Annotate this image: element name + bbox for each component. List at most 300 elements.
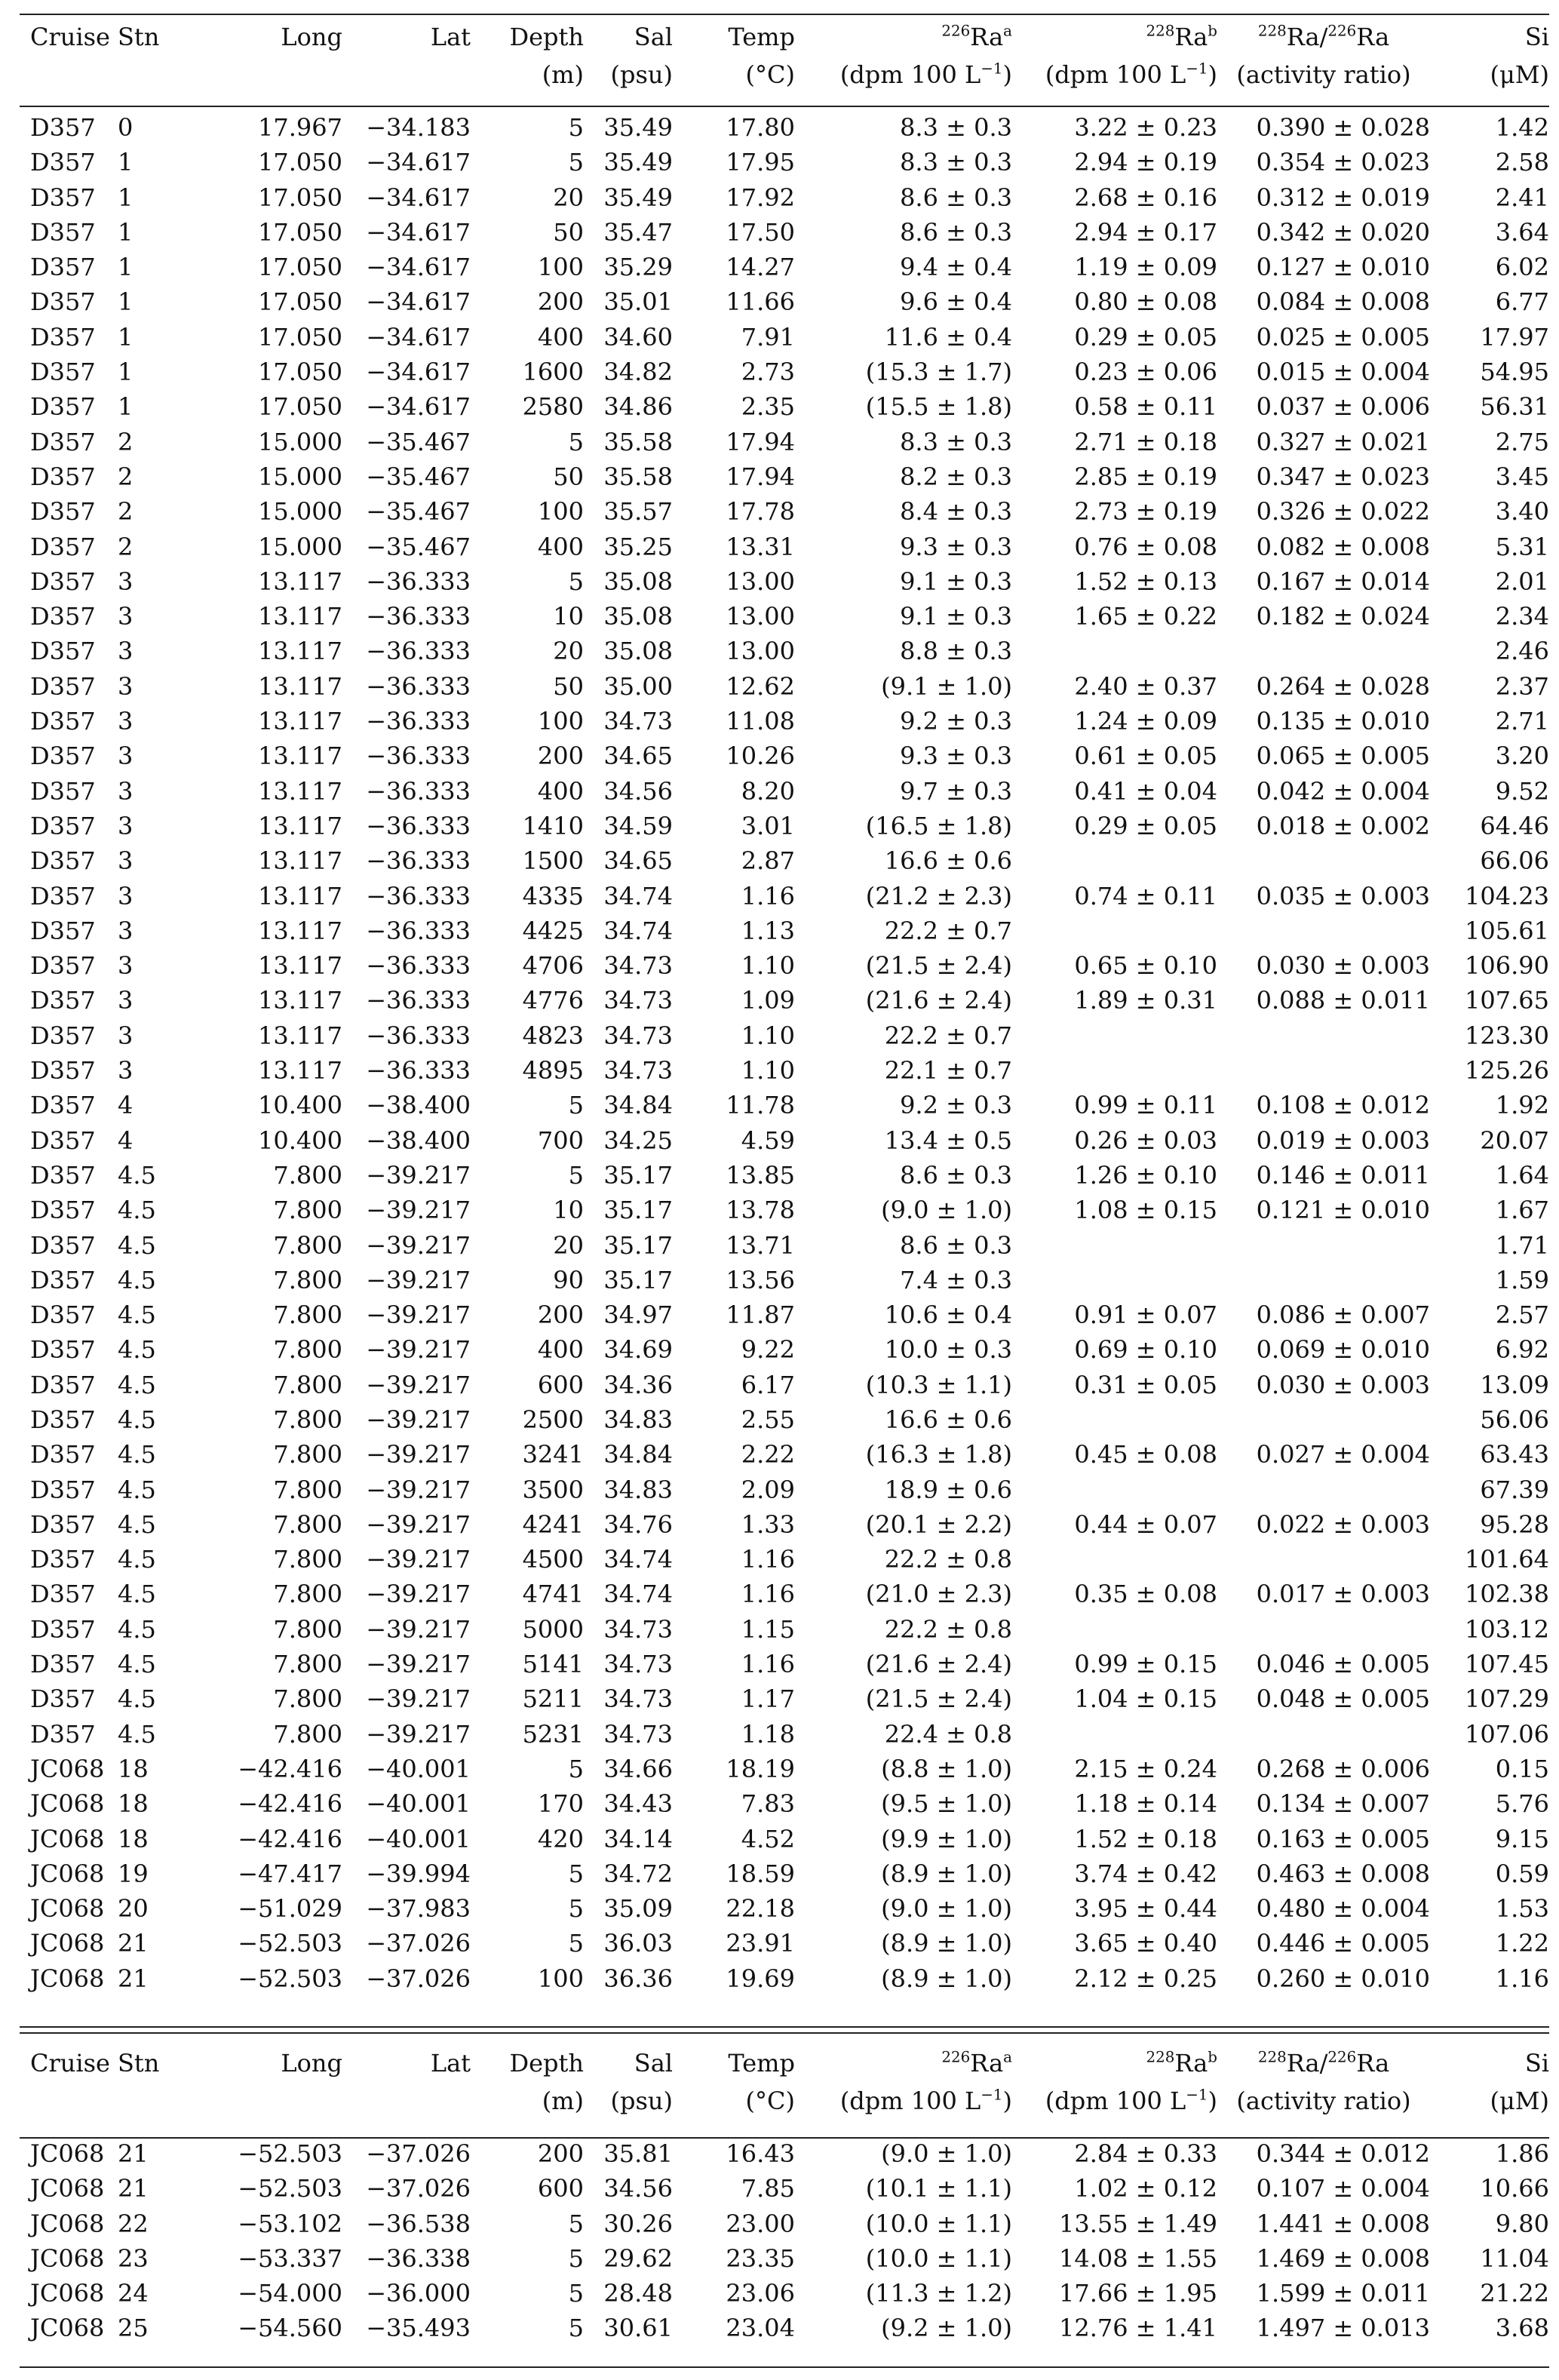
table-row	[20, 739, 1549, 773]
cell-sal: 34.65	[603, 742, 673, 771]
column-unit-stn	[118, 2082, 201, 2120]
footnote-marker: b	[1208, 22, 1217, 40]
cell-ratio: 0.086 ± 0.007	[1256, 1301, 1430, 1330]
cell-ra228: 2.12 ± 0.25	[1074, 1964, 1217, 1993]
cell-ratio: 0.088 ± 0.011	[1256, 986, 1430, 1015]
cell-lat: −39.217	[366, 1230, 471, 1260]
cell-si: 104.23	[1465, 881, 1549, 911]
cell-cruise: JC068	[30, 1824, 105, 1853]
cell-temp: 23.00	[726, 2209, 795, 2238]
cell-sal: 34.73	[603, 1056, 673, 1086]
cell-ratio: 0.019 ± 0.003	[1256, 1126, 1430, 1155]
cell-depth: 5	[568, 427, 584, 456]
cell-cruise: D357	[30, 1719, 96, 1749]
cell-depth: 5	[568, 1754, 584, 1783]
cell-ra228	[1012, 634, 1217, 668]
cell-lat: −40.001	[366, 1824, 471, 1853]
table-row	[20, 2276, 1549, 2311]
cell-cruise: D357	[30, 148, 96, 177]
cell-sal: 34.74	[603, 916, 673, 945]
cell-ra226: 8.3 ± 0.3	[900, 427, 1012, 456]
cell-sal: 34.73	[603, 1021, 673, 1050]
cell-ra228: 13.55 ± 1.49	[1058, 2209, 1217, 2238]
cell-ra228: 2.68 ± 0.16	[1074, 183, 1217, 212]
table-row	[20, 1437, 1549, 1472]
cell-ratio	[1217, 1612, 1430, 1647]
cell-depth: 400	[537, 532, 584, 561]
cell-temp: 1.13	[741, 916, 795, 945]
cell-cruise: D357	[30, 742, 96, 771]
cell-si: 11.04	[1480, 2243, 1549, 2273]
cell-long: 7.800	[273, 1614, 342, 1644]
unit-superscript: −1	[1186, 2086, 1208, 2104]
cell-lat: −39.217	[366, 1475, 471, 1504]
cell-si: 1.42	[1495, 113, 1549, 142]
table-row	[20, 879, 1549, 914]
header-label: Temp	[728, 2049, 795, 2078]
cell-long: 15.000	[258, 532, 342, 561]
column-unit-stn	[118, 56, 201, 94]
cell-lat: −39.217	[366, 1405, 471, 1434]
cell-sal: 35.29	[603, 253, 673, 282]
cell-temp: 17.78	[726, 497, 795, 527]
cell-depth: 400	[537, 1335, 584, 1365]
cell-temp: 7.85	[741, 2174, 795, 2203]
cell-temp: 1.16	[741, 1650, 795, 1679]
cell-ra226: 9.1 ± 0.3	[900, 567, 1012, 596]
cell-stn: 3	[118, 1021, 133, 1050]
cell-temp: 23.04	[726, 2314, 795, 2343]
cell-sal: 34.76	[603, 1509, 673, 1539]
cell-ra226: (10.0 ± 1.1)	[865, 2243, 1012, 2273]
cell-long: −54.560	[238, 2314, 342, 2343]
cell-lat: −39.217	[366, 1370, 471, 1399]
header-label: Cruise	[30, 2049, 110, 2078]
cell-stn: 3	[118, 567, 133, 596]
cell-depth: 170	[537, 1789, 584, 1819]
cell-lat: −35.467	[366, 497, 471, 527]
cell-long: 7.800	[273, 1719, 342, 1749]
cell-temp: 14.27	[726, 253, 795, 282]
cell-ra226: 22.2 ± 0.7	[884, 916, 1012, 945]
cell-lat: −36.338	[366, 2243, 471, 2273]
cell-sal: 34.73	[603, 1614, 673, 1644]
table-row	[20, 250, 1549, 284]
unit-label: (psu)	[610, 60, 673, 89]
cell-si: 1.67	[1495, 1196, 1549, 1225]
cell-cruise: D357	[30, 671, 96, 701]
cell-ra228: 3.65 ± 0.40	[1074, 1929, 1217, 1958]
cell-si: 106.90	[1465, 951, 1549, 981]
cell-lat: −36.333	[366, 1021, 471, 1050]
header-row-1	[20, 2044, 1549, 2082]
column-header-ra228	[1012, 2044, 1217, 2082]
cell-cruise: D357	[30, 217, 96, 247]
header-label: Long	[281, 2049, 342, 2078]
column-unit-long	[201, 56, 342, 94]
cell-long: 17.967	[258, 113, 342, 142]
cell-ratio: 0.463 ± 0.008	[1256, 1859, 1430, 1888]
table-row	[20, 2311, 1549, 2345]
unit-label: )	[1002, 2087, 1012, 2115]
cell-ratio: 1.497 ± 0.013	[1256, 2314, 1430, 2343]
cell-ra228	[1012, 1542, 1217, 1577]
cell-lat: −36.333	[366, 916, 471, 945]
cell-depth: 5	[568, 2209, 584, 2238]
cell-ra226: 16.6 ± 0.6	[884, 1405, 1012, 1434]
cell-cruise: D357	[30, 916, 96, 945]
cell-temp: 13.78	[726, 1196, 795, 1225]
header-superscript: 228	[1257, 2048, 1287, 2066]
cell-stn: 22	[118, 2209, 149, 2238]
cell-temp: 22.18	[726, 1894, 795, 1924]
cell-si: 1.86	[1495, 2139, 1549, 2168]
column-unit-long	[201, 2082, 342, 2120]
cell-ratio: 0.048 ± 0.005	[1256, 1684, 1430, 1714]
cell-long: 7.800	[273, 1650, 342, 1679]
cell-cruise: D357	[30, 1440, 96, 1469]
cell-temp: 7.83	[741, 1789, 795, 1819]
cell-cruise: JC068	[30, 2139, 105, 2168]
cell-cruise: D357	[30, 846, 96, 876]
cell-long: −42.416	[238, 1754, 342, 1783]
cell-ra226: 22.2 ± 0.7	[884, 1021, 1012, 1050]
table-row	[20, 669, 1549, 704]
cell-stn: 4.5	[118, 1475, 156, 1504]
cell-sal: 34.25	[603, 1126, 673, 1155]
cell-temp: 19.69	[726, 1964, 795, 1993]
cell-ra226: (9.0 ± 1.0)	[881, 1196, 1012, 1225]
cell-cruise: JC068	[30, 2174, 105, 2203]
column-unit-ra228	[1012, 2082, 1217, 2120]
cell-stn: 18	[118, 1824, 149, 1853]
header-label: Depth	[509, 23, 584, 51]
cell-sal: 34.97	[603, 1301, 673, 1330]
cell-ra226: (8.9 ± 1.0)	[881, 1929, 1012, 1958]
unit-label: (°C)	[745, 2087, 795, 2115]
column-header-ra226	[795, 18, 1012, 56]
cell-si: 56.06	[1480, 1405, 1549, 1434]
cell-long: −52.503	[238, 1964, 342, 1993]
cell-ra228: 0.99 ± 0.11	[1074, 1091, 1217, 1120]
cell-ratio: 0.018 ± 0.002	[1256, 811, 1430, 840]
cell-ratio: 0.135 ± 0.010	[1256, 707, 1430, 736]
header-label: Lat	[430, 2049, 471, 2078]
cell-ra226: 22.1 ± 0.7	[884, 1056, 1012, 1086]
table-row	[20, 983, 1549, 1018]
cell-sal: 35.08	[603, 602, 673, 631]
cell-ra226: 8.6 ± 0.3	[900, 183, 1012, 212]
cell-cruise: D357	[30, 951, 96, 981]
cell-lat: −40.001	[366, 1789, 471, 1819]
table-row	[20, 320, 1549, 355]
cell-ra226: 22.2 ± 0.8	[884, 1545, 1012, 1574]
cell-long: 13.117	[258, 707, 342, 736]
table-row	[20, 530, 1549, 564]
cell-ra226: (9.9 ± 1.0)	[881, 1824, 1012, 1853]
cell-si: 125.26	[1465, 1056, 1549, 1086]
cell-ra226: (10.3 ± 1.1)	[865, 1370, 1012, 1399]
cell-depth: 5	[568, 1160, 584, 1190]
header-superscript: 226	[1327, 22, 1357, 40]
cell-ra226: 9.4 ± 0.4	[900, 253, 1012, 282]
cell-stn: 2	[118, 532, 133, 561]
unit-label: (°C)	[745, 60, 795, 89]
table-row	[20, 1542, 1549, 1577]
cell-stn: 4	[118, 1091, 133, 1120]
cell-cruise: D357	[30, 1335, 96, 1365]
cell-ra228: 14.08 ± 1.55	[1058, 2243, 1217, 2273]
column-unit-depth	[471, 56, 584, 94]
cell-cruise: D357	[30, 602, 96, 631]
header-row-2	[20, 56, 1549, 94]
cell-temp: 4.59	[741, 1126, 795, 1155]
cell-ratio: 0.046 ± 0.005	[1256, 1650, 1430, 1679]
cell-cruise: D357	[30, 1475, 96, 1504]
cell-cruise: D357	[30, 392, 96, 422]
cell-si: 107.29	[1465, 1684, 1549, 1714]
cell-long: −52.503	[238, 1929, 342, 1958]
header-label: Sal	[634, 23, 673, 51]
cell-si: 95.28	[1480, 1509, 1549, 1539]
cell-ra226: (10.0 ± 1.1)	[865, 2209, 1012, 2238]
cell-long: −47.417	[238, 1859, 342, 1888]
cell-ra226: 9.3 ± 0.3	[900, 742, 1012, 771]
cell-ratio	[1217, 1263, 1430, 1297]
cell-cruise: D357	[30, 532, 96, 561]
cell-lat: −36.333	[366, 881, 471, 911]
cell-depth: 100	[537, 253, 584, 282]
cell-long: 13.117	[258, 846, 342, 876]
cell-sal: 34.82	[603, 358, 673, 387]
cell-stn: 3	[118, 951, 133, 981]
cell-depth: 5141	[522, 1650, 584, 1679]
cell-lat: −34.617	[366, 287, 471, 317]
cell-ra226: (21.6 ± 2.4)	[865, 1650, 1012, 1679]
cell-si: 13.09	[1480, 1370, 1549, 1399]
table-row	[20, 704, 1549, 739]
cell-si: 9.15	[1495, 1824, 1549, 1853]
cell-temp: 2.22	[741, 1440, 795, 1469]
cell-ra226: (8.9 ± 1.0)	[881, 1964, 1012, 1993]
cell-ra228: 0.29 ± 0.05	[1074, 811, 1217, 840]
column-header-depth	[471, 18, 584, 56]
cell-ra228: 0.44 ± 0.07	[1074, 1509, 1217, 1539]
cell-lat: −36.000	[366, 2279, 471, 2308]
cell-sal: 35.49	[603, 183, 673, 212]
footnote-marker: a	[1003, 22, 1012, 40]
cell-temp: 1.33	[741, 1509, 795, 1539]
column-header-cruise	[20, 18, 118, 56]
cell-lat: −39.217	[366, 1650, 471, 1679]
cell-ra228: 0.35 ± 0.08	[1074, 1580, 1217, 1609]
cell-stn: 4.5	[118, 1265, 156, 1294]
cell-long: −54.000	[238, 2279, 342, 2308]
cell-long: 7.800	[273, 1545, 342, 1574]
cell-temp: 6.17	[741, 1370, 795, 1399]
cell-stn: 3	[118, 742, 133, 771]
cell-si: 2.57	[1495, 1301, 1549, 1330]
cell-cruise: D357	[30, 462, 96, 491]
cell-ra228: 2.15 ± 0.24	[1074, 1754, 1217, 1783]
cell-ra226: (10.1 ± 1.1)	[865, 2174, 1012, 2203]
cell-ratio: 0.446 ± 0.005	[1256, 1929, 1430, 1958]
cell-cruise: D357	[30, 113, 96, 142]
cell-depth: 90	[553, 1265, 584, 1294]
cell-lat: −36.333	[366, 951, 471, 981]
header-label: Cruise	[30, 23, 110, 51]
cell-si: 6.02	[1495, 253, 1549, 282]
cell-stn: 4.5	[118, 1719, 156, 1749]
cell-sal: 35.47	[603, 217, 673, 247]
cell-stn: 24	[118, 2279, 149, 2308]
cell-long: 7.800	[273, 1440, 342, 1469]
cell-ra226: 9.2 ± 0.3	[900, 1091, 1012, 1120]
cell-lat: −34.183	[366, 113, 471, 142]
table-row	[20, 1717, 1549, 1752]
cell-temp: 1.16	[741, 1580, 795, 1609]
table-row	[20, 1612, 1549, 1647]
cell-ra226: 8.6 ± 0.3	[900, 1230, 1012, 1260]
cell-stn: 3	[118, 707, 133, 736]
cell-sal: 34.73	[603, 951, 673, 981]
cell-sal: 34.74	[603, 1545, 673, 1574]
cell-temp: 13.85	[726, 1160, 795, 1190]
cell-depth: 5	[568, 1929, 584, 1958]
cell-ra228	[1012, 1228, 1217, 1263]
cell-ra228: 2.71 ± 0.18	[1074, 427, 1217, 456]
cell-temp: 23.35	[726, 2243, 795, 2273]
unit-label: (m)	[542, 2087, 584, 2115]
cell-temp: 2.87	[741, 846, 795, 876]
cell-long: 7.800	[273, 1335, 342, 1365]
cell-lat: −39.217	[366, 1719, 471, 1749]
cell-cruise: D357	[30, 1614, 96, 1644]
cell-si: 1.53	[1495, 1894, 1549, 1924]
column-unit-ratio	[1217, 2082, 1430, 2120]
cell-si: 3.20	[1495, 742, 1549, 771]
cell-depth: 5	[568, 113, 584, 142]
cell-lat: −34.617	[366, 322, 471, 352]
cell-si: 2.01	[1495, 567, 1549, 596]
cell-stn: 4.5	[118, 1440, 156, 1469]
unit-label: (dpm 100 L	[1045, 60, 1186, 89]
unit-label: )	[1002, 60, 1012, 89]
cell-lat: −36.333	[366, 567, 471, 596]
cell-ratio: 0.163 ± 0.005	[1256, 1824, 1430, 1853]
cell-ra228: 1.52 ± 0.13	[1074, 567, 1217, 596]
cell-ratio	[1217, 843, 1430, 878]
cell-ratio: 1.469 ± 0.008	[1256, 2243, 1430, 2273]
cell-ra228: 2.94 ± 0.19	[1074, 148, 1217, 177]
cell-sal: 34.66	[603, 1754, 673, 1783]
cell-lat: −34.617	[366, 217, 471, 247]
cell-cruise: JC068	[30, 1964, 105, 1993]
cell-depth: 5	[568, 148, 584, 177]
column-unit-temp	[673, 56, 795, 94]
cell-si: 54.95	[1480, 358, 1549, 387]
cell-sal: 34.84	[603, 1440, 673, 1469]
cell-long: 13.117	[258, 986, 342, 1015]
header-gap	[20, 2120, 1549, 2136]
cell-si: 21.22	[1480, 2279, 1549, 2308]
table-row	[20, 948, 1549, 983]
cell-ra226: 22.4 ± 0.8	[884, 1719, 1012, 1749]
cell-long: 17.050	[258, 253, 342, 282]
cell-stn: 2	[118, 462, 133, 491]
unit-superscript: −1	[981, 60, 1003, 78]
column-header-stn	[118, 2044, 201, 2082]
header-label: Ra	[1174, 23, 1208, 51]
cell-long: 7.800	[273, 1370, 342, 1399]
cell-ra226: 22.2 ± 0.8	[884, 1614, 1012, 1644]
table-row	[20, 2241, 1549, 2276]
cell-si: 6.77	[1495, 287, 1549, 317]
cell-temp: 11.08	[726, 707, 795, 736]
table-row	[20, 145, 1549, 180]
cell-long: 17.050	[258, 287, 342, 317]
cell-ra228	[1012, 1717, 1217, 1752]
table-row	[20, 634, 1549, 668]
cell-depth: 5	[568, 1859, 584, 1888]
cell-ra228: 3.22 ± 0.23	[1074, 113, 1217, 142]
cell-ra226: 9.7 ± 0.3	[900, 776, 1012, 806]
cell-depth: 200	[537, 1301, 584, 1330]
cell-depth: 20	[553, 1230, 584, 1260]
cell-long: 7.800	[273, 1265, 342, 1294]
cell-sal: 35.08	[603, 637, 673, 666]
cell-depth: 50	[553, 671, 584, 701]
cell-ra228: 0.61 ± 0.05	[1074, 742, 1217, 771]
cell-lat: −39.217	[366, 1440, 471, 1469]
column-unit-ra226	[795, 56, 1012, 94]
table-row	[20, 1786, 1549, 1821]
cell-stn: 3	[118, 637, 133, 666]
column-header-ra226	[795, 2044, 1012, 2082]
cell-lat: −37.026	[366, 2174, 471, 2203]
cell-stn: 4	[118, 1126, 133, 1155]
cell-ra226: 9.1 ± 0.3	[900, 602, 1012, 631]
cell-ra228: 1.08 ± 0.15	[1074, 1196, 1217, 1225]
cell-ratio	[1217, 1402, 1430, 1437]
table-row	[20, 1961, 1549, 1996]
table-row	[20, 1822, 1549, 1856]
cell-lat: −35.467	[366, 427, 471, 456]
cell-sal: 35.01	[603, 287, 673, 317]
cell-stn: 4.5	[118, 1230, 156, 1260]
cell-ra226: (9.5 ± 1.0)	[881, 1789, 1012, 1819]
table-row	[20, 2171, 1549, 2206]
cell-si: 2.37	[1495, 671, 1549, 701]
cell-stn: 23	[118, 2243, 149, 2273]
cell-ratio: 1.599 ± 0.011	[1256, 2279, 1430, 2308]
cell-ratio: 0.134 ± 0.007	[1256, 1789, 1430, 1819]
header-label: Ra	[970, 2049, 1004, 2078]
cell-stn: 4.5	[118, 1196, 156, 1225]
cell-long: 17.050	[258, 217, 342, 247]
cell-long: −52.503	[238, 2139, 342, 2168]
cell-ra226: 18.9 ± 0.6	[884, 1475, 1012, 1504]
header-superscript: 226	[941, 22, 971, 40]
unit-label: (μM)	[1490, 2087, 1549, 2115]
cell-long: 13.117	[258, 776, 342, 806]
cell-cruise: D357	[30, 1301, 96, 1330]
unit-label: (m)	[542, 60, 584, 89]
cell-lat: −38.400	[366, 1126, 471, 1155]
table-row	[20, 1402, 1549, 1437]
cell-stn: 1	[118, 392, 133, 422]
column-unit-lat	[342, 56, 471, 94]
